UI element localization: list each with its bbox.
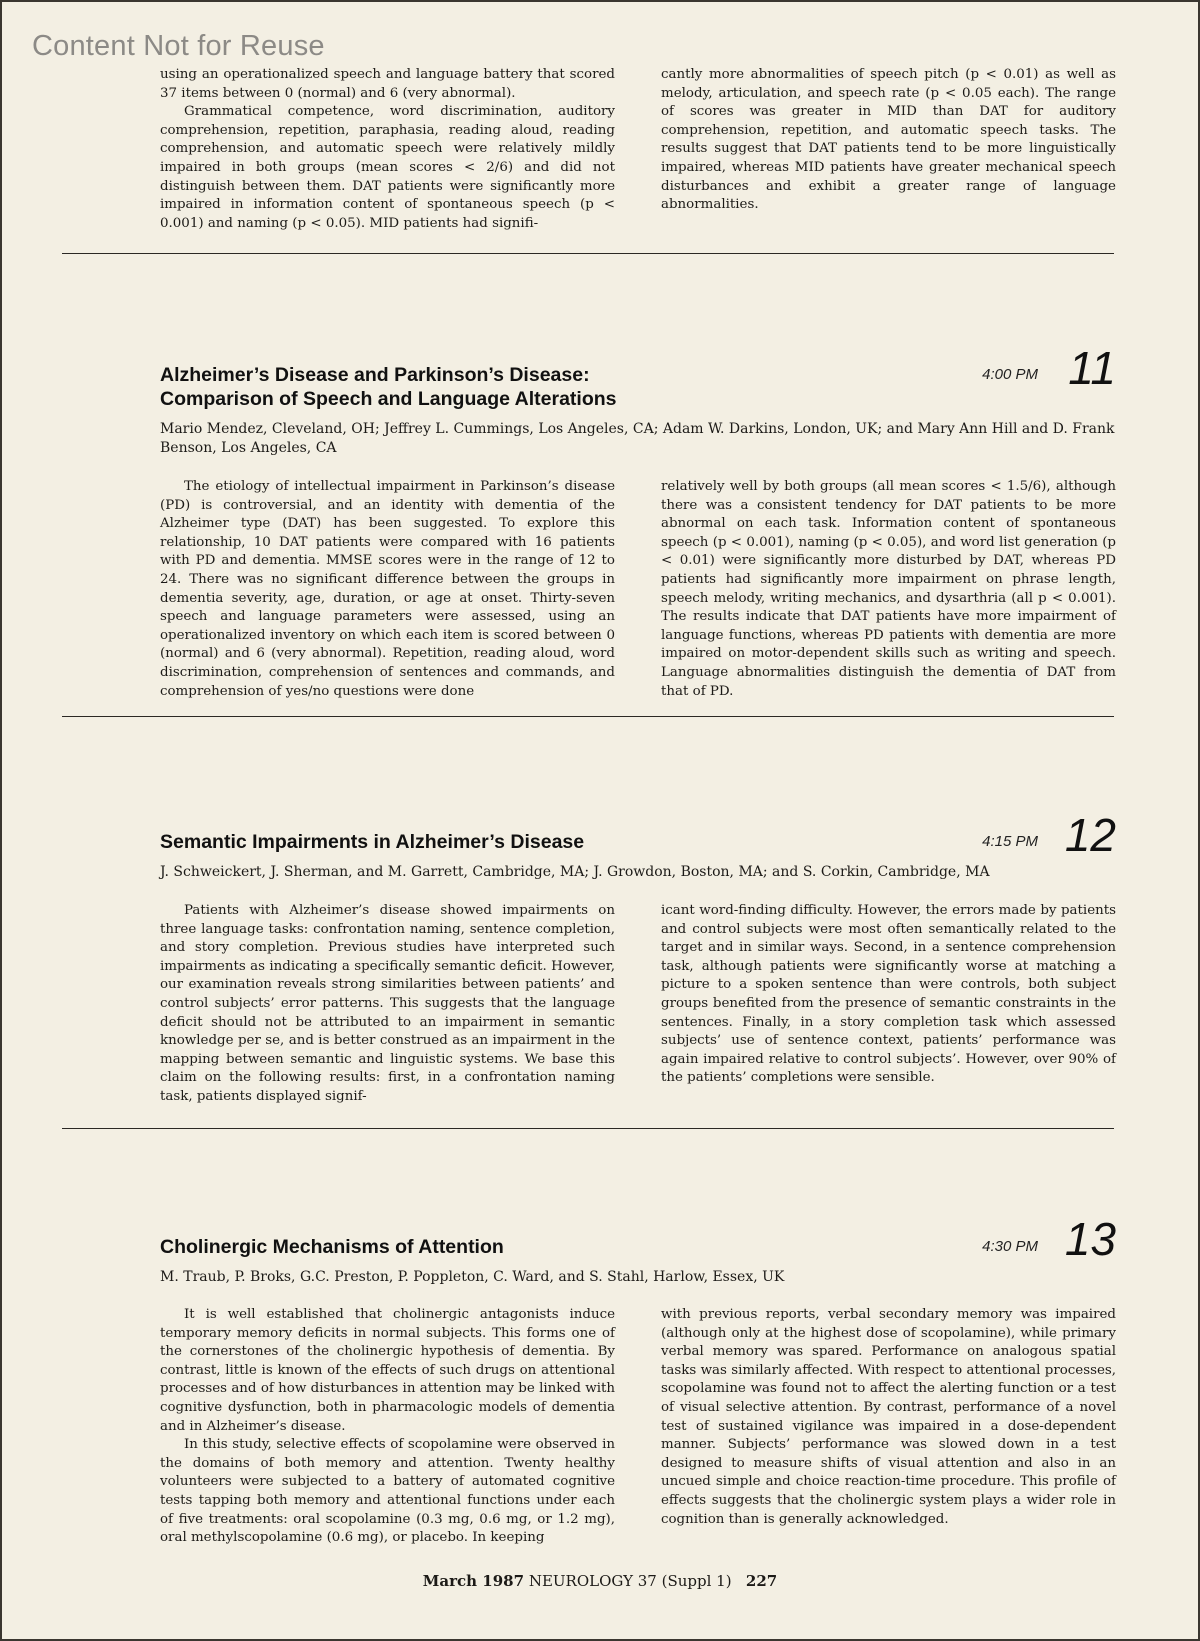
abstract-11-left-column	[160, 478, 615, 701]
paragraph: It is well established that cholinergic antagonists induce temporary memory deficits in normal subjects. This forms one of the cornerstones of the cholinergic hypothesis of dementia. By contrast, little is known of the effects of such drugs on attentional processes and of how disturbances in attention may be linked with cognitive dysfunction, both in pharmacologic models of dementia and in Alzheimer’s disease.	[160, 1307, 615, 1434]
abstract-12-authors: J. Schweickert, J. Sherman, and M. Garrett, Cambridge, MA; J. Growdon, Boston, MA; and S. Corkin, Cambridge, MA	[160, 864, 990, 880]
page-number: 227	[745, 1572, 778, 1590]
title-line: Comparison of Speech and Language Alterations	[160, 388, 617, 410]
abstract-13-body	[160, 1306, 1116, 1548]
abstract-11-right-column	[661, 478, 1116, 701]
abstract-12-body	[160, 902, 1116, 1107]
abstract-12-title	[160, 830, 920, 854]
abstract-11-body	[160, 478, 1116, 701]
abstract-12-left-column	[160, 902, 615, 1107]
paragraph: cantly more abnormalities of speech pitch (p < 0.01) as well as melody, articulation, and speech rate (p < 0.05 each). The range of scores was greater in MID than DAT for auditory comprehension, repetition, and automatic speech tasks. The results suggest that DAT patients tend to be more linguistically impaired, whereas MID patients have greater mechanical speech disturbances and exhibit a greater range of language abnormalities.	[661, 67, 1116, 213]
abstract-13-time: 4:30 PM	[982, 1238, 1038, 1255]
title-line: Alzheimer’s Disease and Parkinson’s Disease:	[160, 364, 590, 386]
abstract-11-authors: Mario Mendez, Cleveland, OH; Jeffrey L. Cummings, Los Angeles, CA; Adam W. Darkins, London, UK; and Mary Ann Hill and D. Frank Benson, Los Angeles, CA	[160, 421, 1115, 456]
abstract-12-right-column	[661, 902, 1116, 1107]
paragraph: relatively well by both groups (all mean scores < 1.5/6), although there was a consistent tendency for DAT patients to be more abnormal on each task. Information content of spontaneous speech (p < 0.001), naming (p < 0.05), and word list generation (p < 0.01) were significantly more disturbed by DAT, whereas PD patients had significantly more impairment on phrase length, speech melody, writing mechanics, and dysarthria (all p < 0.001). The results indicate that DAT patients have more impairment of language functions, whereas PD patients with dementia are more impaired on motor-dependent skills such as writing and speech. Language abnormalities distinguish the dementia of DAT from that of PD.	[661, 479, 1116, 699]
section-divider	[62, 1128, 1114, 1129]
paragraph: The etiology of intellectual impairment in Parkinson’s disease (PD) is controversial, and an identity with dementia of the Alzheimer type (DAT) has been suggested. To explore this relationship, 10 DAT patients were compared with 16 patients with PD and dementia. MMSE scores were in the range of 12 to 24. There was no significant difference between the groups in dementia severity, age, duration, or age at onset. Thirty-seven speech and language parameters were assessed, using an operationalized inventory on which each item is scored between 0 (normal) and 6 (very abnormal). Repetition, reading aloud, word discrimination, comprehension of sentences and commands, and comprehension of yes/no questions were done	[160, 479, 615, 699]
paragraph: Grammatical competence, word discrimination, auditory comprehension, repetition, paraphasia, reading aloud, reading comprehension, and automatic speech were relatively mildly impaired in both groups (mean scores < 2/6) and did not distinguish between them. DAT patients were significantly more impaired in information content of spontaneous speech (p < 0.001) and naming (p < 0.05). MID patients had signifi-	[160, 104, 615, 231]
title-line: Cholinergic Mechanisms of Attention	[160, 1236, 504, 1258]
footer-journal: NEUROLOGY 37 (Suppl 1)	[528, 1572, 732, 1590]
abstract-13-authors: M. Traub, P. Broks, G.C. Preston, P. Poppleton, C. Ward, and S. Stahl, Harlow, Essex, UK	[160, 1269, 785, 1285]
abstract-11-time: 4:00 PM	[982, 366, 1038, 383]
paragraph: using an operationalized speech and language battery that scored 37 items between 0 (normal) and 6 (very abnormal).	[160, 67, 615, 101]
page-footer	[0, 1572, 1200, 1590]
paragraph: icant word-finding difficulty. However, the errors made by patients and control subjects were most often semantically related to the target and in similar ways. Second, in a sentence comprehension task, although patients were significantly worse at matching a picture to a spoken sentence than were controls, both subject groups benefited from the presence of semantic constraints in the sentences. Finally, in a story completion task which assessed subjects’ use of sentence context, patients’ performance was again impaired relative to control subjects’. However, over 90% of the patients’ completions were sensible.	[661, 903, 1116, 1086]
top-fragment-left-column	[160, 66, 615, 233]
abstract-11-title	[160, 363, 920, 411]
abstract-13-left-column	[160, 1306, 615, 1548]
abstract-13-title	[160, 1235, 920, 1259]
abstract-12-number: 12	[1064, 809, 1116, 861]
section-divider	[62, 716, 1114, 717]
title-line: Semantic Impairments in Alzheimer’s Disease	[160, 831, 585, 853]
paragraph: In this study, selective effects of scopolamine were observed in the domains of both memory and attention. Twenty healthy volunteers were subjected to a battery of automated cognitive tests tapping both memory and attentional functions under each of five treatments: oral scopolamine (0.3 mg, 0.6 mg, or 1.2 mg), oral methylscopolamine (0.6 mg), or placebo. In keeping	[160, 1437, 615, 1546]
abstract-13-right-column	[661, 1306, 1116, 1548]
abstract-13-number: 13	[1064, 1213, 1116, 1265]
watermark: Content Not for Reuse	[32, 30, 325, 62]
top-fragment	[160, 66, 1116, 233]
top-fragment-right-column	[661, 66, 1116, 233]
paragraph: Patients with Alzheimer’s disease showed impairments on three language tasks: confrontation naming, sentence completion, and story completion. Previous studies have interpreted such impairments as indicating a specifically semantic deficit. However, our examination reveals strong similarities between patients’ and control subjects’ error patterns. This suggests that the language deficit should not be attributed to an impairment in semantic knowledge per se, and is better construed as an impairment in the mapping between semantic and linguistic systems. We base this claim on the following results: first, in a confrontation naming task, patients displayed signif-	[160, 903, 615, 1104]
footer-date: March 1987	[422, 1572, 525, 1590]
paragraph: with previous reports, verbal secondary memory was impaired (although only at the highest dose of scopolamine), while primary verbal memory was spared. Performance on analogous spatial tasks was similarly affected. With respect to attentional processes, scopolamine was found not to affect the alerting function or a test of visual selective attention. By contrast, performance of a novel test of sustained vigilance was impaired in a dose-dependent manner. Subjects’ performance was slowed down in a test designed to measure shifts of visual attention and also in an uncued simple and choice reaction-time procedure. This profile of effects suggests that the cholinergic system plays a wider role in cognition than is generally acknowledged.	[661, 1307, 1116, 1527]
abstract-11-number: 11	[1068, 342, 1116, 394]
abstract-12-time: 4:15 PM	[982, 833, 1038, 850]
section-divider	[62, 253, 1114, 254]
